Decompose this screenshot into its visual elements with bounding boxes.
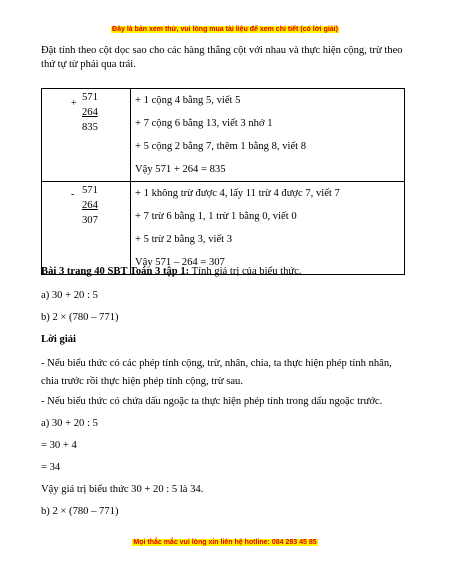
result: 307 bbox=[82, 215, 98, 226]
step-line: + 5 trừ 2 bằng 3, viết 3 bbox=[135, 234, 233, 245]
solution-a-line: = 30 + 4 bbox=[41, 440, 77, 451]
exercise-title: Bài 3 trang 40 SBT Toán 3 tập 1: bbox=[41, 266, 190, 277]
step-line: + 1 cộng 4 bằng 5, viết 5 bbox=[135, 95, 241, 106]
subtraction-steps-cell bbox=[131, 182, 405, 275]
subtraction-stack bbox=[82, 183, 98, 228]
step-line: + 7 cộng 6 bằng 13, viết 3 nhớ 1 bbox=[135, 118, 273, 129]
solution-b-line: b) 2 × (780 – 771) bbox=[41, 506, 119, 517]
solution-a-line: a) 30 + 20 : 5 bbox=[41, 418, 98, 429]
operand-b: 264 bbox=[82, 200, 98, 211]
question-b: b) 2 × (780 – 771) bbox=[41, 312, 119, 323]
rule-2: - Nếu biểu thức có chứa dấu ngoặc ta thực hiện phép tính trong dấu ngoặc trước. bbox=[41, 396, 383, 407]
step-line: + 5 cộng 2 bằng 7, thêm 1 bằng 8, viết 8 bbox=[135, 141, 307, 152]
exercise-heading bbox=[41, 265, 410, 279]
table-row bbox=[42, 89, 405, 182]
preview-notice-banner bbox=[0, 26, 450, 33]
calculation-table bbox=[41, 88, 405, 275]
plus-sign: + bbox=[71, 98, 77, 109]
question-a: a) 30 + 20 : 5 bbox=[41, 290, 98, 301]
minus-sign: - bbox=[71, 189, 75, 200]
addition-stack bbox=[82, 90, 98, 135]
rule-1: - Nếu biểu thức có các phép tính cộng, trừ, nhân, chia, ta thực hiện phép tính nhân, chia trước rồi thực hiện phép tính cộng, trừ sau. bbox=[41, 358, 392, 387]
solution-a-conclusion: Vậy giá trị biểu thức 30 + 20 : 5 là 34. bbox=[41, 484, 204, 495]
solution-a-line: = 34 bbox=[41, 462, 61, 473]
hotline-banner bbox=[0, 539, 450, 546]
subtraction-stack-cell bbox=[42, 182, 131, 275]
operand-a: 571 bbox=[82, 185, 98, 196]
intro-paragraph: Đặt tính theo cột dọc sao cho các hàng thẳng cột với nhau và thực hiện cộng, trừ theo thứ tự từ phải qua trái. bbox=[41, 45, 403, 70]
addition-stack-cell bbox=[42, 89, 131, 182]
operand-b: 264 bbox=[82, 107, 98, 118]
result: 835 bbox=[82, 122, 98, 133]
exercise-instruction: Tính giá trị của biểu thức. bbox=[189, 266, 302, 277]
addition-steps-cell bbox=[131, 89, 405, 182]
step-line: + 1 không trừ được 4, lấy 11 trừ 4 được 7, viết 7 bbox=[135, 188, 340, 199]
step-line: + 7 trừ 6 bằng 1, 1 trừ 1 bằng 0, viết 0 bbox=[135, 211, 297, 222]
hotline-text: Mọi thắc mắc vui lòng xin liên hệ hotline: 084 283 45 85 bbox=[133, 539, 317, 546]
preview-notice-text: Đây là bản xem thử, vui lòng mua tài liệu để xem chi tiết (có lời giải) bbox=[112, 26, 338, 33]
step-line: Vậy 571 + 264 = 835 bbox=[135, 164, 226, 175]
operand-a: 571 bbox=[82, 92, 98, 103]
solution-heading: Lời giải bbox=[41, 334, 77, 345]
step-line: Vậy 571 – 264 = 307 bbox=[135, 257, 225, 268]
table-row bbox=[42, 182, 405, 275]
